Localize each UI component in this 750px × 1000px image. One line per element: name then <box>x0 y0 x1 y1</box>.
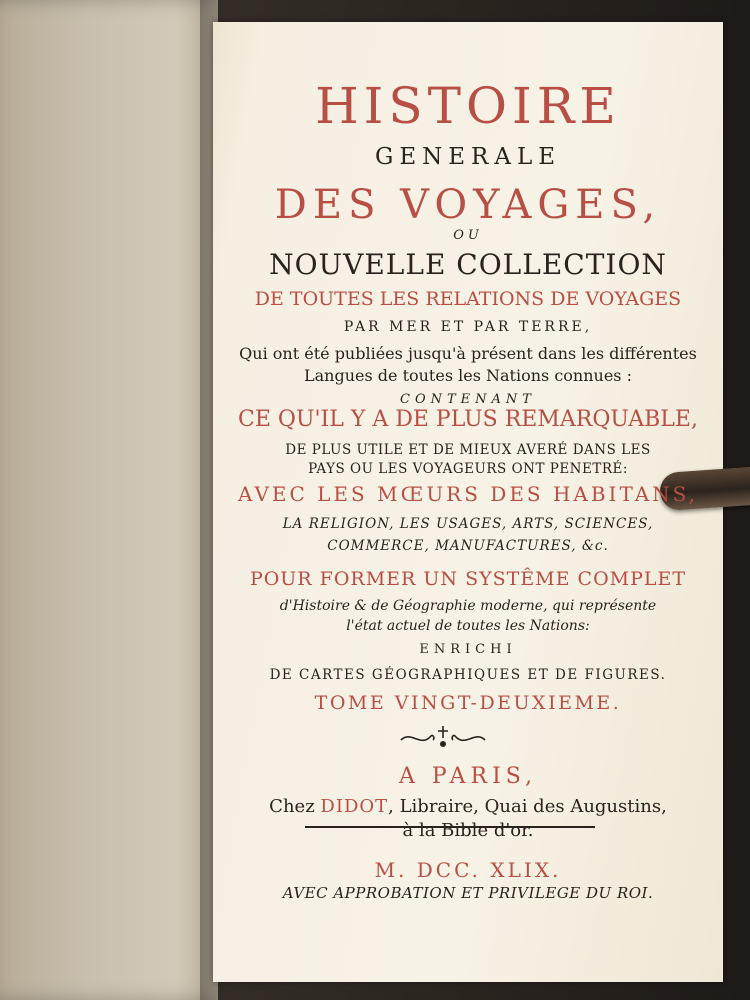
title-relations: DE TOUTES LES RELATIONS DE VOYAGES <box>254 288 682 310</box>
subtitle-religion: LA RELIGION, LES USAGES, ARTS, SCIENCES, <box>282 516 654 532</box>
title-par-mer: PAR MER ET PAR TERRE, <box>343 319 593 335</box>
subtitle-line-1: Qui ont été publiées jusqu'à présent dans les différentes <box>239 344 697 363</box>
title-ou: OU <box>453 228 483 243</box>
subtitle-avere: DE PLUS UTILE ET DE MIEUX AVERÉ DANS LES <box>285 442 651 458</box>
imprint-publisher <box>213 796 723 817</box>
subtitle-commerce: COMMERCE, MANUFACTURES, &c. <box>327 538 609 554</box>
title-moeurs: AVEC LES MŒURS DES HABITANS, <box>238 482 698 506</box>
subtitle-cartes: DE CARTES GÉOGRAPHIQUES ET DE FIGURES. <box>269 667 667 683</box>
title-enrichi: ENRICHI <box>419 642 517 657</box>
title-tome: TOME VINGT-DEUXIEME. <box>314 692 622 714</box>
subtitle-histoire-geo: d'Histoire & de Géographie moderne, qui représente <box>279 598 657 614</box>
imprint-rule <box>305 826 595 828</box>
imprint-paris: A PARIS, <box>398 764 538 789</box>
imprint-chez: Chez <box>269 796 321 817</box>
title-systeme: POUR FORMER UN SYSTÊME COMPLET <box>249 568 687 590</box>
subtitle-etat-actuel: l'état actuel de toutes les Nations: <box>346 618 590 634</box>
left-page-show-through <box>0 0 218 1000</box>
imprint-didot: DIDOT <box>320 796 389 817</box>
subtitle-penetre: PAYS OU LES VOYAGEURS ONT PENETRÉ: <box>308 461 628 477</box>
imprint-bible: à la Bible d'or. <box>402 820 534 841</box>
title-contenant: CONTENANT <box>400 392 536 407</box>
subtitle-line-2: Langues de toutes les Nations connues : <box>303 366 632 385</box>
imprint-date: M. DCC. XLIX. <box>374 858 562 882</box>
printer-ornament-icon <box>393 722 493 752</box>
title-generale: GENERALE <box>374 144 562 170</box>
title-des-voyages: DES VOYAGES, <box>274 182 662 228</box>
title-histoire: HISTOIRE <box>315 77 621 135</box>
imprint-quai: , Libraire, Quai des Augustins, <box>388 796 667 817</box>
imprint-privilege: AVEC APPROBATION ET PRIVILEGE DU ROI. <box>282 884 654 902</box>
title-remarquable: CE QU'IL Y A DE PLUS REMARQUABLE, <box>238 407 698 432</box>
title-nouvelle-collection: NOUVELLE COLLECTION <box>269 248 667 281</box>
